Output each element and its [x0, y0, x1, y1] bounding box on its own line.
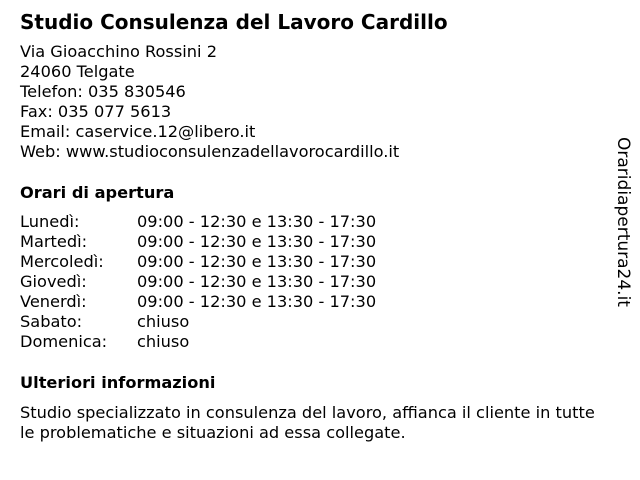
hours-time: 09:00 - 12:30 e 13:30 - 17:30 [137, 292, 377, 311]
business-name: Studio Consulenza del Lavoro Cardillo [20, 10, 448, 34]
opening-hours-table [20, 212, 600, 352]
more-info-heading: Ulteriori informazioni [20, 373, 216, 392]
hours-time: 09:00 - 12:30 e 13:30 - 17:30 [137, 272, 377, 291]
address-city: 24060 Telgate [20, 62, 135, 81]
opening-hours-heading: Orari di apertura [20, 183, 175, 202]
address-street: Via Gioacchino Rossini 2 [20, 42, 217, 61]
more-info-text: Studio specializzato in consulenza del lavoro, affianca il cliente in tutte le problematiche e situazioni ad essa collegate. [20, 403, 595, 442]
hours-day: Giovedì: [20, 272, 87, 291]
hours-row-sunday [20, 332, 600, 352]
hours-row-saturday [20, 312, 600, 332]
hours-time: 09:00 - 12:30 e 13:30 - 17:30 [137, 252, 377, 271]
hours-time: 09:00 - 12:30 e 13:30 - 17:30 [137, 232, 377, 251]
hours-day: Domenica: [20, 332, 108, 351]
site-watermark: Oraridiapertura24.it [613, 137, 633, 307]
phone-number: Telefon: 035 830546 [20, 82, 186, 101]
hours-day: Martedì: [20, 232, 88, 251]
website-address: Web: www.studioconsulenzadellavorocardillo.it [20, 142, 400, 161]
hours-time: 09:00 - 12:30 e 13:30 - 17:30 [137, 212, 377, 231]
hours-time: chiuso [137, 332, 190, 351]
hours-time: chiuso [137, 312, 190, 331]
hours-row-monday [20, 212, 600, 232]
email-address: Email: caservice.12@libero.it [20, 122, 256, 141]
address-block [20, 42, 600, 162]
hours-day: Venerdì: [20, 292, 87, 311]
hours-row-friday [20, 292, 600, 312]
hours-row-wednesday [20, 252, 600, 272]
hours-day: Mercoledì: [20, 252, 104, 271]
fax-number: Fax: 035 077 5613 [20, 102, 172, 121]
hours-row-tuesday [20, 232, 600, 252]
hours-row-thursday [20, 272, 600, 292]
hours-day: Lunedì: [20, 212, 80, 231]
hours-day: Sabato: [20, 312, 83, 331]
business-card [20, 8, 600, 443]
